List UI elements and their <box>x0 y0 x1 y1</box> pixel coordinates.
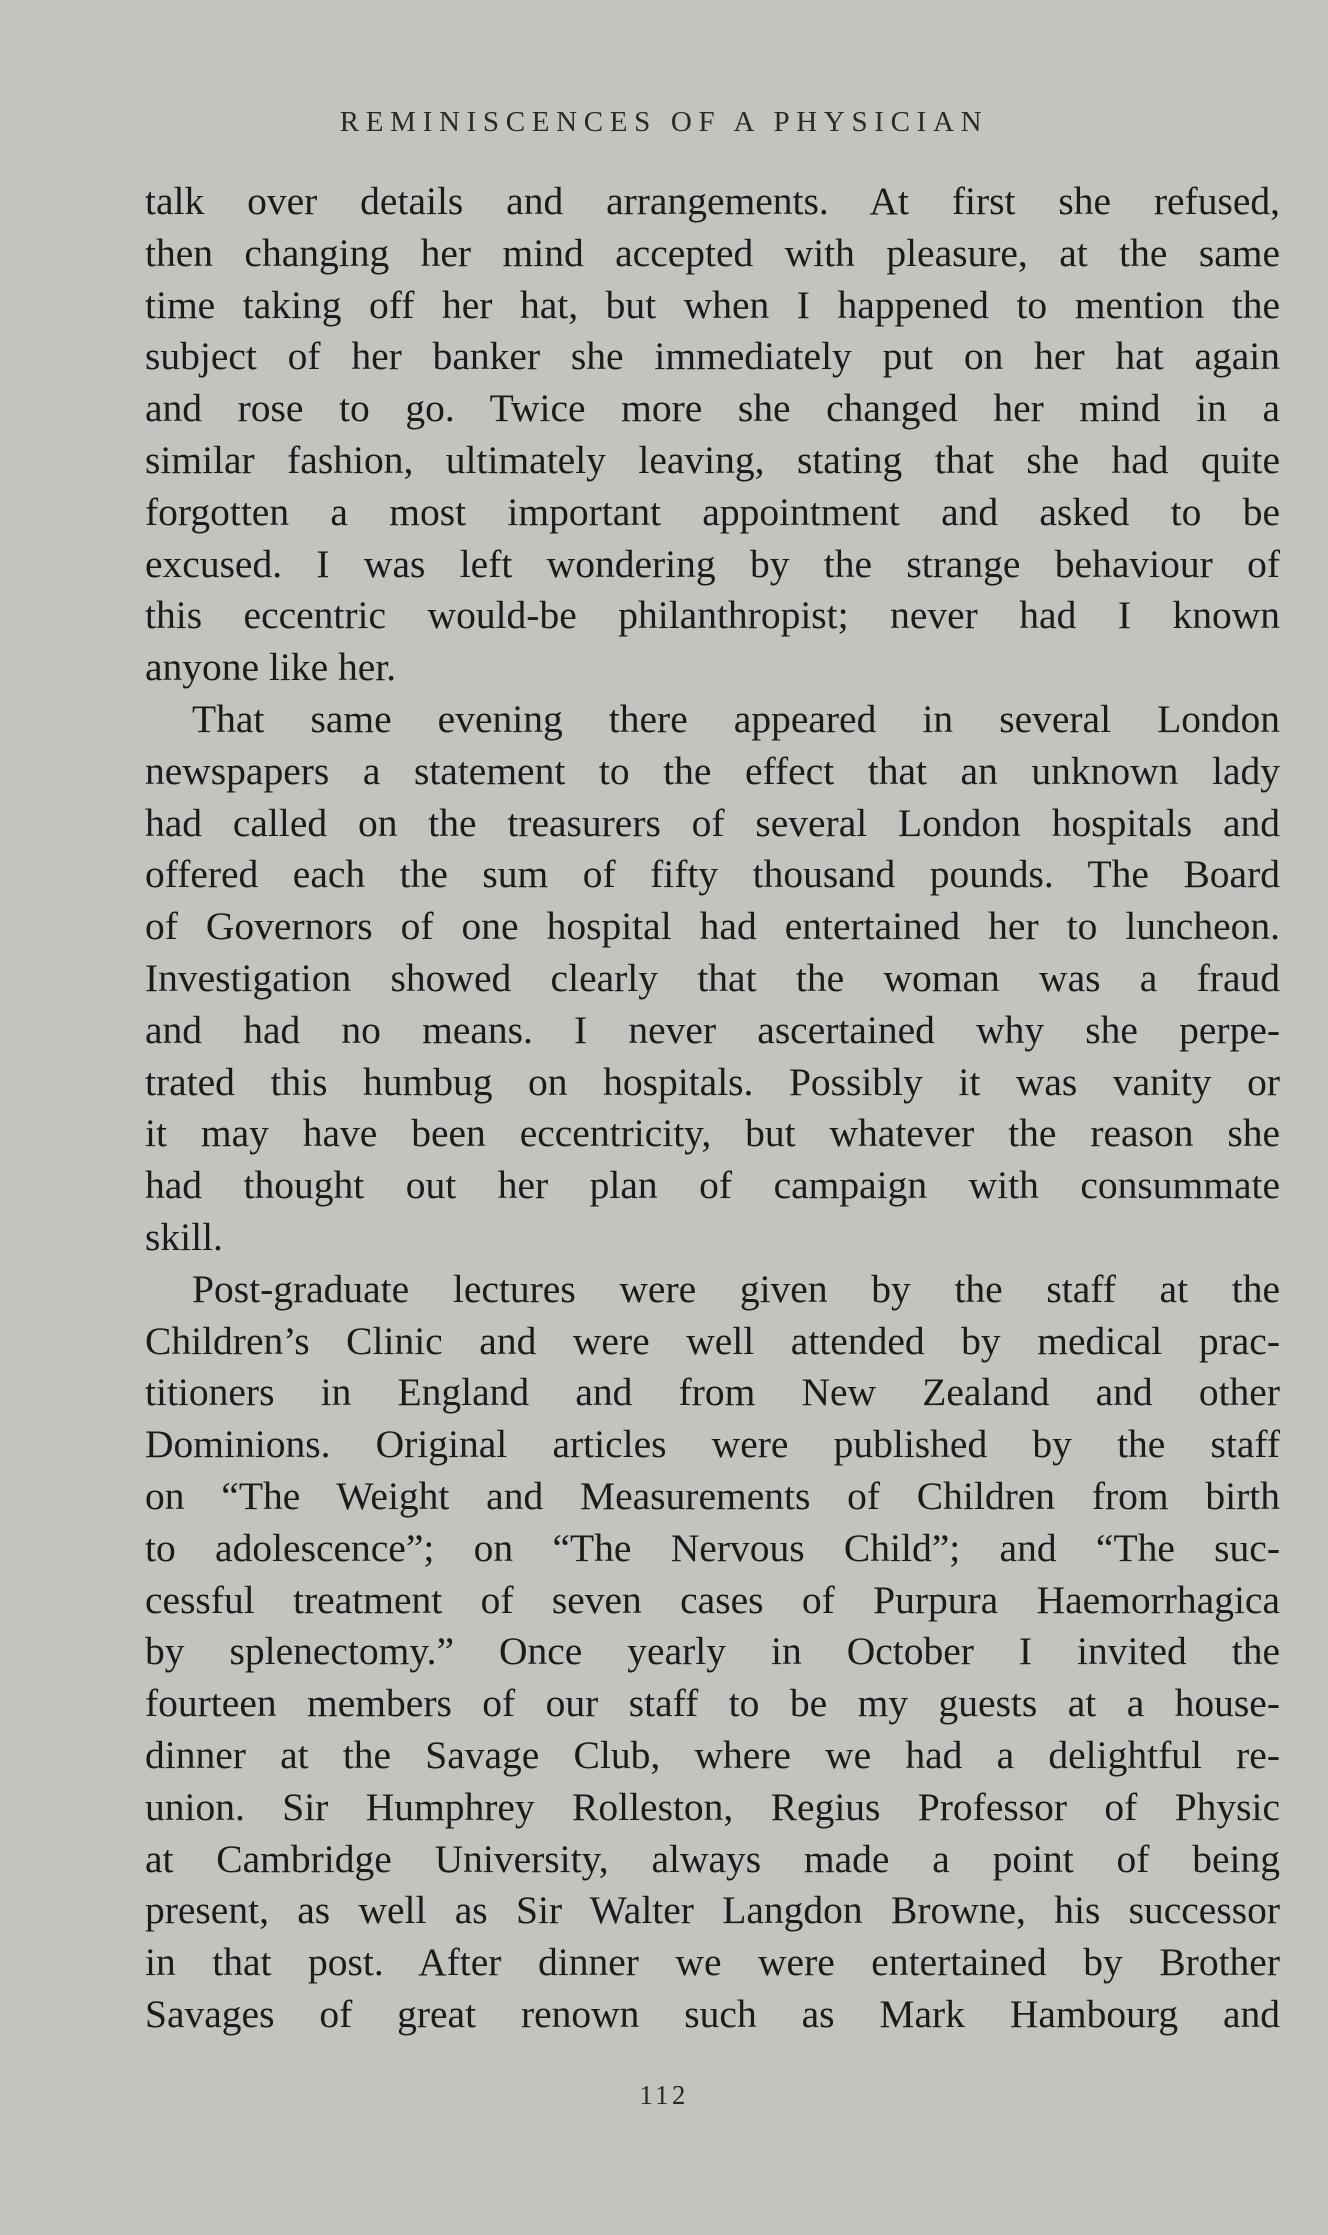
text-line: similar fashion, ultimately leaving, stating that she had quite <box>145 437 1280 482</box>
text-line: of Governors of one hospital had entertained her to luncheon. <box>145 904 1280 949</box>
paragraph-first-line: Post-graduate lectures were given by the staff at the <box>192 1266 1280 1311</box>
text-line: skill. <box>145 1214 223 1259</box>
text-line: on “The Weight and Measurements of Children from birth <box>145 1473 1280 1518</box>
page-number: 112 <box>639 2080 689 2110</box>
text-line: anyone like her. <box>145 645 397 690</box>
text-line: in that post. After dinner we were entertained by Brother <box>145 1940 1280 1985</box>
text-line: then changing her mind accepted with pleasure, at the same <box>145 230 1280 275</box>
text-line: at Cambridge University, always made a point of being <box>145 1836 1280 1881</box>
text-line: Investigation showed clearly that the woman was a fraud <box>145 955 1280 1000</box>
text-line: to adolescence”; on “The Nervous Child”; and “The suc- <box>145 1525 1280 1570</box>
text-line: titioners in England and from New Zealand and other <box>145 1370 1280 1415</box>
text-line: this eccentric would-be philanthropist; never had I known <box>145 593 1280 638</box>
text-line: present, as well as Sir Walter Langdon Browne, his successor <box>145 1888 1280 1933</box>
text-line: and had no means. I never ascertained why she perpe- <box>145 1007 1280 1052</box>
text-line: and rose to go. Twice more she changed her mind in a <box>145 386 1280 431</box>
text-line: it may have been eccentricity, but whatever the reason she <box>145 1111 1280 1156</box>
text-line: Children’s Clinic and were well attended by medical prac- <box>145 1318 1280 1363</box>
text-line: offered each the sum of fifty thousand pounds. The Board <box>145 852 1280 897</box>
text-line: Dominions. Original articles were published by the staff <box>145 1422 1280 1467</box>
text-line: newspapers a statement to the effect that an unknown lady <box>145 748 1280 793</box>
text-line: excused. I was left wondering by the strange behaviour of <box>145 541 1280 586</box>
text-line: subject of her banker she immediately put on her hat again <box>145 334 1280 379</box>
text-line: had thought out her plan of campaign with consummate <box>145 1163 1280 1208</box>
text-line: fourteen members of our staff to be my guests at a house- <box>145 1681 1280 1726</box>
text-line: trated this humbug on hospitals. Possibly it was vanity or <box>145 1059 1280 1104</box>
text-line: cessful treatment of seven cases of Purpura Haemorrhagica <box>145 1577 1280 1622</box>
body-text <box>145 176 1280 2041</box>
paragraph-first-line: That same evening there appeared in several London <box>192 696 1280 741</box>
text-line: forgotten a most important appointment and asked to be <box>145 489 1280 534</box>
text-line: by splenectomy.” Once yearly in October I invited the <box>145 1629 1280 1674</box>
text-line: talk over details and arrangements. At first she refused, <box>145 179 1280 223</box>
text-line: dinner at the Savage Club, where we had a delightful re- <box>145 1732 1280 1777</box>
running-header: REMINISCENCES OF A PHYSICIAN <box>339 106 989 138</box>
text-line: Savages of great renown such as Mark Hambourg and <box>145 1991 1280 2036</box>
text-line: time taking off her hat, but when I happened to mention the <box>145 282 1280 327</box>
text-line: union. Sir Humphrey Rolleston, Regius Professor of Physic <box>145 1784 1280 1829</box>
text-line: had called on the treasurers of several London hospitals and <box>145 800 1280 845</box>
